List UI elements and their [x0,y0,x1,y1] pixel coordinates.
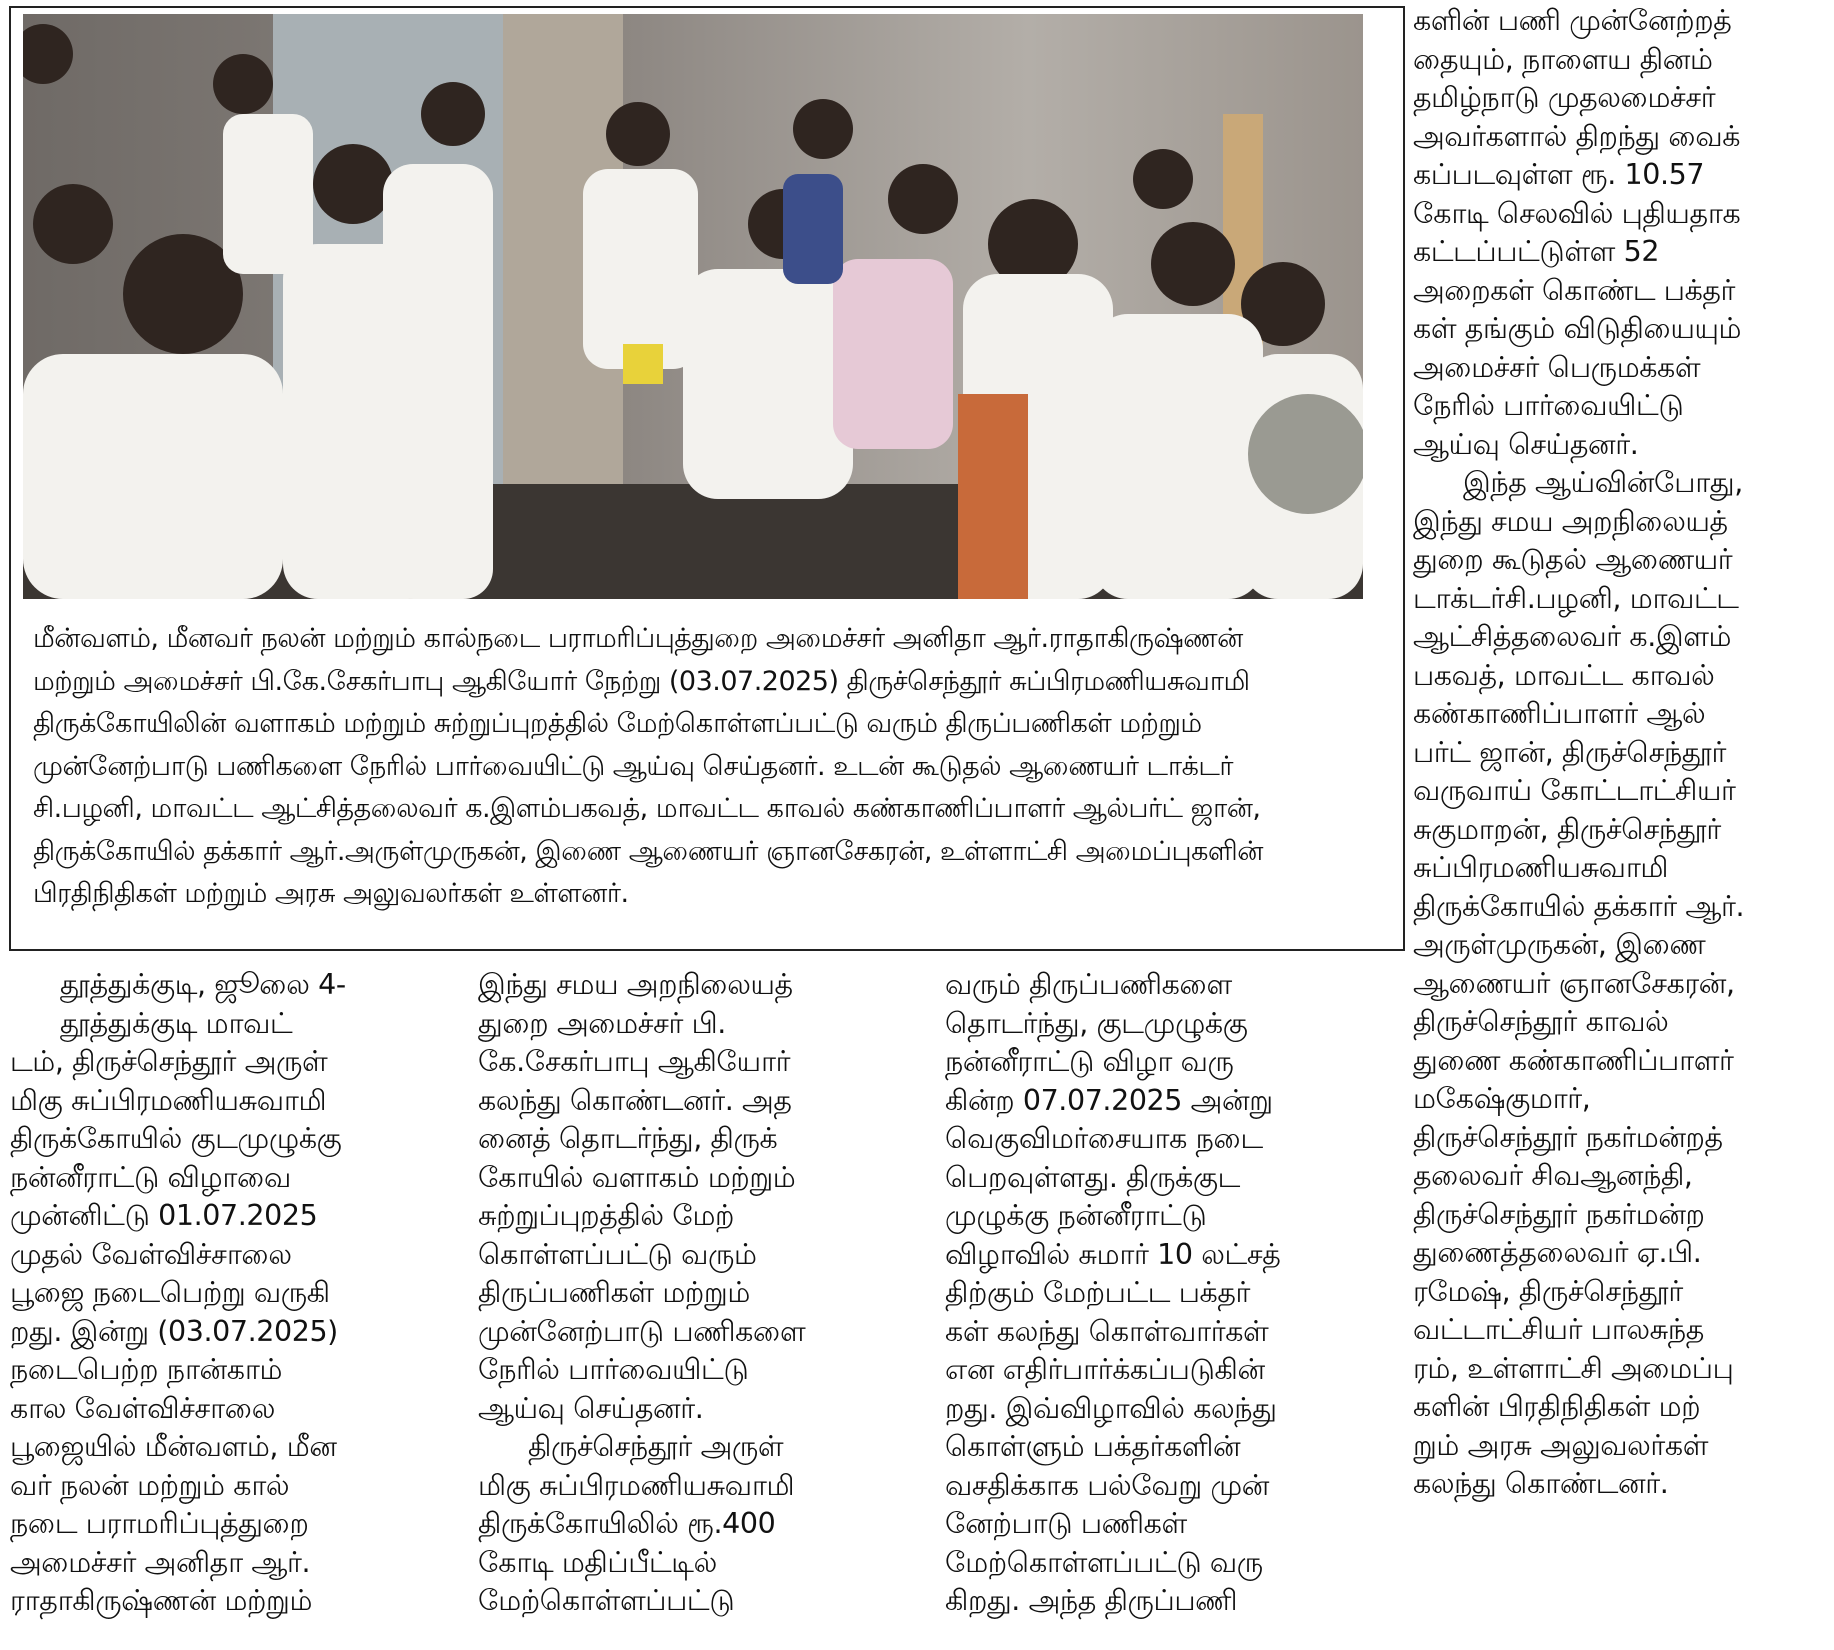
article-line: வர் நலன் மற்றும் கால் [10,1468,290,1502]
article-line: முதல் வேள்விச்சாலை [10,1237,292,1271]
article-line: துணைத்தலைவர் ஏ.பி. [1413,1236,1702,1269]
caption-line: மீன்வளம், மீனவர் நலன் மற்றும் கால்நடை பராமரிப்புத்துறை அமைச்சர் அனிதா ஆர்.ராதாகிருஷ்ணன் [33,623,1243,654]
article-line: திருக்கோயில் தக்கார் ஆர். [1413,889,1745,923]
article-line: கே.சேகர்பாபு ஆகியோர் [478,1045,791,1078]
article-line: கண்காணிப்பாளர் ஆல் [1413,697,1706,730]
article-column-3 [945,966,1393,1621]
article-line: தையும், நாளைய தினம் [1413,42,1713,76]
article-line: பூஜை நடைபெற்று வருகி [10,1276,330,1309]
article-line: முன்னிட்டு 01.07.2025 [10,1199,318,1232]
caption-line: மற்றும் அமைச்சர் பி.கே.சேகர்பாபு ஆகியோர் நேற்று (03.07.2025) திருச்செந்தூர் சுப்பிரமணியசுவாமி [33,665,1250,697]
article-line: இந்து சமய அறநிலையத் [478,968,793,1001]
photo-illustration [23,14,1363,599]
article-line: ஆட்சித்தலைவர் க.இளம் [1413,620,1732,653]
article-line: கலந்து கொண்டனர். [1413,1467,1669,1500]
article-line: வட்டாட்சியர் பாலசுந்த [1413,1313,1704,1346]
article-line: அமைச்சர் பெருமக்கள் [1413,350,1701,384]
article-line: கப்படவுள்ள ரூ. 10.57 [1413,158,1705,191]
article-line: அமைச்சர் அனிதா ஆர். [10,1545,311,1579]
article-line: இந்து சமய அறநிலையத் [1413,504,1728,538]
caption-line: முன்னேற்பாடு பணிகளை நேரில் பார்வையிட்டு ஆய்வு செய்தனர். உடன் கூடுதல் ஆணையர் டாக்டர் [33,750,1234,782]
caption-line: சி.பழனி, மாவட்ட ஆட்சித்தலைவர் க.இளம்பகவத், மாவட்ட காவல் கண்காணிப்பாளர் ஆல்பர்ட் ஜான், [33,793,1261,824]
article-line: திருப்பணிகள் மற்றும் [478,1276,750,1309]
article-line: அவர்களால் திறந்து வைக் [1413,119,1741,153]
article-line: றும் அரசு அலுவலர்கள் [1413,1428,1709,1462]
article-line: திருச்செந்தூர் காவல் [1413,1005,1669,1038]
article-line: மிகு சுப்பிரமணியசுவாமி [10,1083,327,1117]
article-line: மிகு சுப்பிரமணியசுவாமி [478,1468,795,1502]
article-line: கால வேள்விச்சாலை [10,1391,275,1425]
article-line: மகேஷ்குமார், [1413,1082,1591,1115]
caption-line: பிரதிநிதிகள் மற்றும் அரசு அலுவலர்கள் உள்ளனர். [33,878,629,909]
article-line: அறைகள் கொண்ட பக்தர் [1413,273,1736,307]
photo-frame [9,6,1405,951]
news-photo [23,14,1363,599]
article-line: திற்கும் மேற்பட்ட பக்தர் [945,1276,1250,1309]
article-line: துணை கண்காணிப்பாளர் [1413,1043,1734,1077]
article-line: கோடி செலவில் புதியதாக [1413,196,1741,230]
article-line: கொள்ளப்பட்டு வரும் [478,1237,757,1271]
article-line: னைத் தொடர்ந்து, திருக் [478,1122,778,1155]
article-line: பர்ட் ஜான், திருச்செந்தூர் [1413,735,1726,769]
article-line: அருள்முருகன், இணை [1413,928,1706,961]
article-line: வசதிக்காக பல்வேறு முன் [945,1468,1269,1502]
article-line: ரமேஷ், திருச்செந்தூர் [1413,1274,1683,1308]
article-line: தொடர்ந்து, குடமுழுக்கு [945,1006,1248,1040]
article-line: நேரில் பார்வையிட்டு [1413,389,1684,422]
article-line: ஆய்வு செய்தனர். [478,1391,704,1425]
article-line: இந்த ஆய்வின்போது, [1463,466,1743,499]
article-line: கொள்ளும் பக்தர்களின் [945,1430,1241,1463]
article-line: பகவத், மாவட்ட காவல் [1413,658,1715,692]
article-line: சுகுமாறன், திருச்செந்தூர் [1413,812,1721,846]
article-column-4 [1413,2,1831,1504]
article-line: ஆய்வு செய்தனர். [1413,427,1639,461]
article-line: பெறவுள்ளது. திருக்குட [945,1160,1240,1194]
article-line: கோயில் வளாகம் மற்றும் [478,1160,796,1194]
article-line: கள் தங்கும் விடுதியையும் [1413,312,1742,345]
article-line: விழாவில் சுமார் 10 லட்சத் [945,1237,1281,1271]
article-line: மேற்கொள்ளப்பட்டு வரு [945,1545,1263,1579]
article-line: சுற்றுப்புறத்தில் மேற் [478,1199,735,1232]
article-column-2 [478,966,926,1621]
article-line: கோடி மதிப்பீட்டில் [478,1545,717,1579]
article-line: வருவாய் கோட்டாட்சியர் [1413,774,1736,807]
article-line: திருக்கோயிலில் ரூ.400 [478,1507,776,1540]
article-line: வரும் திருப்பணிகளை [945,968,1232,1001]
article-line: களின் பிரதிநிதிகள் மற் [1413,1390,1701,1423]
article-line: மேற்கொள்ளப்பட்டு [478,1584,735,1617]
article-line: ராதாகிருஷ்ணன் மற்றும் [10,1584,312,1617]
article-line: தமிழ்நாடு முதலமைச்சர் [1413,81,1716,114]
caption-line: திருக்கோயிலின் வளாகம் மற்றும் சுற்றுப்புறத்தில் மேற்கொள்ளப்பட்டு வரும் திருப்பணிகள் மற்றும் [33,708,1202,739]
article-line: கலந்து கொண்டனர். அத [478,1083,792,1117]
article-line: வெகுவிமர்சையாக நடை [945,1122,1263,1155]
article-line: திருக்கோயில் குடமுழுக்கு [10,1122,342,1155]
photo-caption [33,618,1373,916]
article-line: துறை அமைச்சர் பி. [478,1006,726,1040]
article-column-1 [10,966,458,1621]
article-line: டாக்டர்சி.பழனி, மாவட்ட [1413,581,1739,615]
article-line: டம், திருச்செந்தூர் அருள் [10,1045,328,1078]
article-line: என எதிர்பார்க்கப்படுகின் [945,1353,1265,1386]
article-line: நன்னீராட்டு விழாவை [10,1160,291,1194]
article-line: றது. இவ்விழாவில் கலந்து [945,1391,1277,1425]
article-line: நன்னீராட்டு விழா வரு [945,1045,1234,1078]
article-line: ரம், உள்ளாட்சி அமைப்பு [1413,1351,1734,1385]
article-line: தூத்துக்குடி மாவட் [60,1006,293,1040]
article-line: முழுக்கு நன்னீராட்டு [945,1199,1207,1232]
article-line: றது. இன்று (03.07.2025) [10,1314,338,1348]
article-line: தூத்துக்குடி, ஜூலை 4- [60,968,346,1001]
article-line: கள் கலந்து கொள்வார்கள் [945,1314,1269,1348]
article-line: திருச்செந்தூர் நகர்மன்ற [1413,1197,1705,1231]
article-line: துறை கூடுதல் ஆணையர் [1413,543,1733,576]
article-line: கட்டப்பட்டுள்ள 52 [1413,235,1660,268]
article-line: நடை பராமரிப்புத்துறை [10,1507,309,1540]
article-line: களின் பணி முன்னேற்றத் [1413,4,1732,37]
article-line: பூஜையில் மீன்வளம், மீன [10,1430,337,1463]
article-line: திருச்செந்தூர் அருள் [528,1430,784,1463]
article-line: நடைபெற்ற நான்காம் [10,1353,283,1386]
article-line: கிறது. அந்த திருப்பணி [945,1584,1238,1617]
article-line: கின்ற 07.07.2025 அன்று [945,1083,1273,1117]
article-line: திருச்செந்தூர் நகர்மன்றத் [1413,1120,1723,1154]
article-line: னேற்பாடு பணிகள் [945,1507,1187,1540]
article-line: தலைவர் சிவஆனந்தி, [1413,1159,1693,1192]
article-line: முன்னேற்பாடு பணிகளை [478,1314,806,1348]
article-line: சுப்பிரமணியசுவாமி [1413,851,1669,884]
caption-line: திருக்கோயில் தக்கார் ஆர்.அருள்முருகன், இணை ஆணையர் ஞானசேகரன், உள்ளாட்சி அமைப்புகளின் [33,835,1263,867]
article-line: நேரில் பார்வையிட்டு [478,1353,749,1386]
article-line: ஆணையர் ஞானசேகரன், [1413,966,1735,1000]
